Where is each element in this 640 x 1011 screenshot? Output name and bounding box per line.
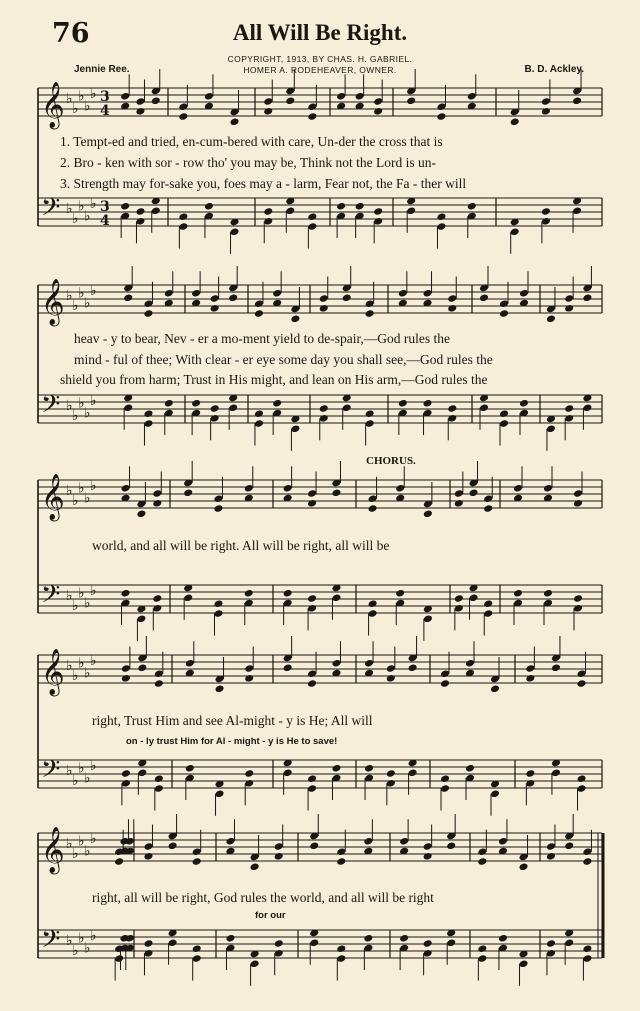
flat-icon: ♭	[66, 658, 73, 674]
note-head	[386, 769, 396, 778]
note-head	[120, 202, 130, 211]
verse-3-line-2: shield you from harm; Trust in His might, and lean on His arm,—God rules the	[60, 372, 488, 387]
note-head	[307, 112, 317, 121]
note-head	[582, 293, 592, 302]
note-head	[373, 207, 383, 216]
chorus-line-2: right, Trust Him and see Al-might - y is He; All will	[92, 713, 373, 728]
note-head	[244, 769, 254, 778]
page-number: 76	[52, 18, 90, 49]
note-head	[564, 841, 574, 850]
verse-1-line-2: heav - y to bear, Nev - er a mo-ment yield to de-spair,—God rules the	[74, 331, 451, 346]
treble-clef-icon: 𝄞	[41, 649, 65, 695]
chorus-line-1: world, and all will be right. All will be right, all will be	[92, 538, 390, 553]
flat-icon: ♭	[72, 772, 79, 789]
note-head	[274, 852, 284, 861]
note-head	[178, 212, 188, 221]
note-head	[513, 589, 523, 598]
flat-icon: ♭	[72, 100, 79, 117]
note-head	[250, 862, 260, 871]
note-head	[454, 499, 464, 508]
treble-clef-icon: 𝄞	[41, 827, 65, 873]
note-head	[525, 674, 535, 683]
note-head	[483, 504, 493, 513]
flat-icon: ♭	[72, 492, 79, 509]
flat-icon: ♭	[78, 395, 85, 412]
note-head	[254, 409, 264, 418]
note-head	[454, 594, 464, 603]
note-head	[336, 857, 346, 866]
note-head	[477, 857, 487, 866]
note-head	[577, 774, 587, 783]
note-head	[307, 499, 317, 508]
note-head	[395, 589, 405, 598]
flat-icon: ♭	[84, 665, 91, 682]
note-head	[541, 107, 551, 116]
bass-clef-icon: 𝄢	[41, 925, 61, 960]
flat-icon: ♭	[84, 490, 91, 507]
note-head	[168, 841, 178, 850]
flat-icon: ♭	[84, 843, 91, 860]
note-head	[290, 314, 300, 323]
flat-icon: ♭	[66, 483, 73, 499]
note-head	[543, 589, 553, 598]
flat-icon: ♭	[78, 930, 85, 947]
note-head	[307, 774, 317, 783]
verse-2-line-2: mind - ful of thee; With clear - er eye some day you shall see,—God rules the	[74, 352, 493, 367]
treble-clef-icon: 𝄞	[41, 279, 65, 325]
note-head	[228, 293, 238, 302]
note-head	[573, 499, 583, 508]
note-head	[215, 684, 225, 693]
note-head	[477, 944, 487, 953]
note-head	[136, 509, 146, 518]
note-head	[368, 504, 378, 513]
flat-icon: ♭	[90, 831, 97, 848]
note-head	[336, 202, 346, 211]
note-head	[319, 304, 329, 313]
note-head	[436, 112, 446, 121]
note-head	[244, 589, 254, 598]
flat-icon: ♭	[66, 933, 73, 949]
note-head	[164, 399, 174, 408]
chorus-bass-echo-end: for our	[255, 910, 286, 921]
note-head	[192, 944, 202, 953]
flat-icon: ♭	[84, 405, 91, 422]
note-head	[510, 117, 520, 126]
note-head	[213, 504, 223, 513]
verse-3-line-1: 3. Strength may for-sake you, foes may a - larm, Fear not, the Fa - ther will	[60, 176, 467, 191]
note-head	[210, 404, 220, 413]
note-head	[342, 293, 352, 302]
time-signature-bottom: 4	[100, 213, 110, 229]
time-signature-top: 3	[100, 89, 110, 105]
hymn-title: All Will Be Right.	[232, 20, 408, 45]
note-head	[582, 944, 592, 953]
time-signature-bottom: 4	[100, 103, 110, 119]
flat-icon: ♭	[72, 597, 79, 614]
note-head	[272, 399, 282, 408]
note-head	[143, 409, 153, 418]
flat-icon: ♭	[90, 393, 97, 410]
flat-icon: ♭	[72, 942, 79, 959]
note-head	[564, 304, 574, 313]
note-head	[498, 934, 508, 943]
note-head	[121, 769, 131, 778]
flat-icon: ♭	[78, 480, 85, 497]
flat-icon: ♭	[90, 653, 97, 670]
note-head	[319, 404, 329, 413]
bass-clef-icon: 𝄢	[41, 193, 61, 228]
flat-icon: ♭	[66, 288, 73, 304]
note-head	[364, 764, 374, 773]
note-head	[363, 934, 373, 943]
note-head	[213, 599, 223, 608]
verse-2-line-1: 2. Bro - ken with sor - row tho' you may be, Think not the Lord is un-	[60, 155, 437, 170]
note-head	[499, 309, 509, 318]
note-head	[230, 117, 240, 126]
note-head	[423, 852, 433, 861]
note-head	[446, 841, 456, 850]
note-head	[121, 674, 131, 683]
bass-clef-icon: 𝄢	[41, 580, 61, 615]
note-head	[183, 488, 193, 497]
note-head	[285, 96, 295, 105]
flat-icon: ♭	[84, 98, 91, 115]
note-head	[406, 96, 416, 105]
note-head	[143, 309, 153, 318]
note-head	[123, 293, 133, 302]
flat-icon: ♭	[66, 91, 73, 107]
note-head	[191, 399, 201, 408]
flat-icon: ♭	[90, 758, 97, 775]
note-head	[408, 663, 418, 672]
note-head	[483, 599, 493, 608]
note-head	[546, 314, 556, 323]
flat-icon: ♭	[72, 210, 79, 227]
flat-icon: ♭	[84, 595, 91, 612]
chorus-line-3: right, all will be right, God rules the world, and all will be right	[92, 890, 434, 905]
note-head	[137, 663, 147, 672]
note-head	[577, 679, 587, 688]
note-head	[525, 769, 535, 778]
flat-icon: ♭	[90, 86, 97, 103]
flat-icon: ♭	[72, 407, 79, 424]
note-head	[274, 939, 284, 948]
flat-icon: ♭	[66, 763, 73, 779]
note-head	[399, 934, 409, 943]
note-head	[546, 852, 556, 861]
flat-icon: ♭	[66, 398, 73, 414]
flat-icon: ♭	[84, 295, 91, 312]
note-head	[365, 309, 375, 318]
note-head	[307, 594, 317, 603]
note-head	[355, 202, 365, 211]
note-head	[178, 112, 188, 121]
note-head	[469, 488, 479, 497]
bass-clef-icon: 𝄢	[41, 390, 61, 425]
flat-icon: ♭	[78, 833, 85, 850]
flat-icon: ♭	[90, 196, 97, 213]
note-head	[244, 674, 254, 683]
note-head	[283, 589, 293, 598]
flat-icon: ♭	[78, 655, 85, 672]
note-head	[135, 107, 145, 116]
note-head	[447, 404, 457, 413]
copyright-line-1: COPYRIGHT, 1913, BY CHAS. H. GABRIEL.	[227, 54, 413, 64]
note-head	[135, 207, 145, 216]
flat-icon: ♭	[90, 583, 97, 600]
bass-clef-icon: 𝄢	[41, 755, 61, 790]
note-head	[185, 764, 195, 773]
note-head	[114, 857, 124, 866]
note-head	[423, 939, 433, 948]
note-head	[423, 399, 433, 408]
flat-icon: ♭	[84, 770, 91, 787]
flat-icon: ♭	[72, 667, 79, 684]
note-head	[365, 409, 375, 418]
note-head	[373, 107, 383, 116]
note-head	[582, 857, 592, 866]
flat-icon: ♭	[90, 478, 97, 495]
note-head	[573, 594, 583, 603]
flat-icon: ♭	[78, 760, 85, 777]
note-head	[447, 304, 457, 313]
note-head	[423, 509, 433, 518]
note-head	[546, 939, 556, 948]
note-head	[398, 399, 408, 408]
flat-icon: ♭	[78, 585, 85, 602]
flat-icon: ♭	[78, 198, 85, 215]
note-head	[283, 663, 293, 672]
note-head	[204, 202, 214, 211]
flat-icon: ♭	[72, 845, 79, 862]
flat-icon: ♭	[90, 928, 97, 945]
composer-credit: B. D. Ackley.	[524, 64, 584, 75]
note-head	[152, 594, 162, 603]
chorus-label: CHORUS.	[366, 455, 416, 467]
copyright-line-2: HOMER A. RODEHEAVER, OWNER.	[243, 65, 397, 75]
note-head	[436, 212, 446, 221]
note-head	[307, 212, 317, 221]
note-head	[499, 409, 509, 418]
note-head	[572, 96, 582, 105]
note-head	[541, 207, 551, 216]
time-signature-top: 3	[100, 199, 110, 215]
note-head	[307, 679, 317, 688]
flat-icon: ♭	[72, 297, 79, 314]
note-head	[331, 488, 341, 497]
note-head	[263, 107, 273, 116]
flat-icon: ♭	[78, 285, 85, 302]
note-head	[465, 764, 475, 773]
note-head	[490, 684, 500, 693]
note-head	[151, 96, 161, 105]
note-head	[551, 663, 561, 672]
note-head	[467, 202, 477, 211]
note-head	[210, 304, 220, 313]
note-head	[440, 679, 450, 688]
note-head	[263, 207, 273, 216]
lyricist-credit: Jennie Ree.	[74, 64, 130, 75]
note-head	[309, 841, 319, 850]
note-head	[225, 934, 235, 943]
note-head	[440, 774, 450, 783]
note-head	[519, 862, 529, 871]
note-head	[336, 944, 346, 953]
note-head	[368, 599, 378, 608]
note-head	[331, 764, 341, 773]
note-head	[564, 404, 574, 413]
note-head	[479, 293, 489, 302]
note-head	[143, 852, 153, 861]
flat-icon: ♭	[84, 940, 91, 957]
flat-icon: ♭	[66, 588, 73, 604]
note-head	[152, 499, 162, 508]
flat-icon: ♭	[66, 201, 73, 217]
flat-icon: ♭	[84, 208, 91, 225]
treble-clef-icon: 𝄞	[41, 82, 65, 128]
flat-icon: ♭	[78, 88, 85, 105]
note-head	[121, 589, 131, 598]
note-head	[192, 857, 202, 866]
note-head	[154, 774, 164, 783]
flat-icon: ♭	[66, 836, 73, 852]
flat-icon: ♭	[90, 283, 97, 300]
verse-1-line-1: 1. Tempt-ed and tried, en-cum-bered with care, Un-der the cross that is	[60, 134, 443, 149]
note-head	[143, 939, 153, 948]
treble-clef-icon: 𝄞	[41, 474, 65, 520]
note-head	[254, 309, 264, 318]
note-head	[386, 674, 396, 683]
note-head	[519, 399, 529, 408]
chorus-bass-echo: on - ly trust Him for Al - might - y is He to save!	[126, 736, 338, 747]
note-head	[154, 679, 164, 688]
